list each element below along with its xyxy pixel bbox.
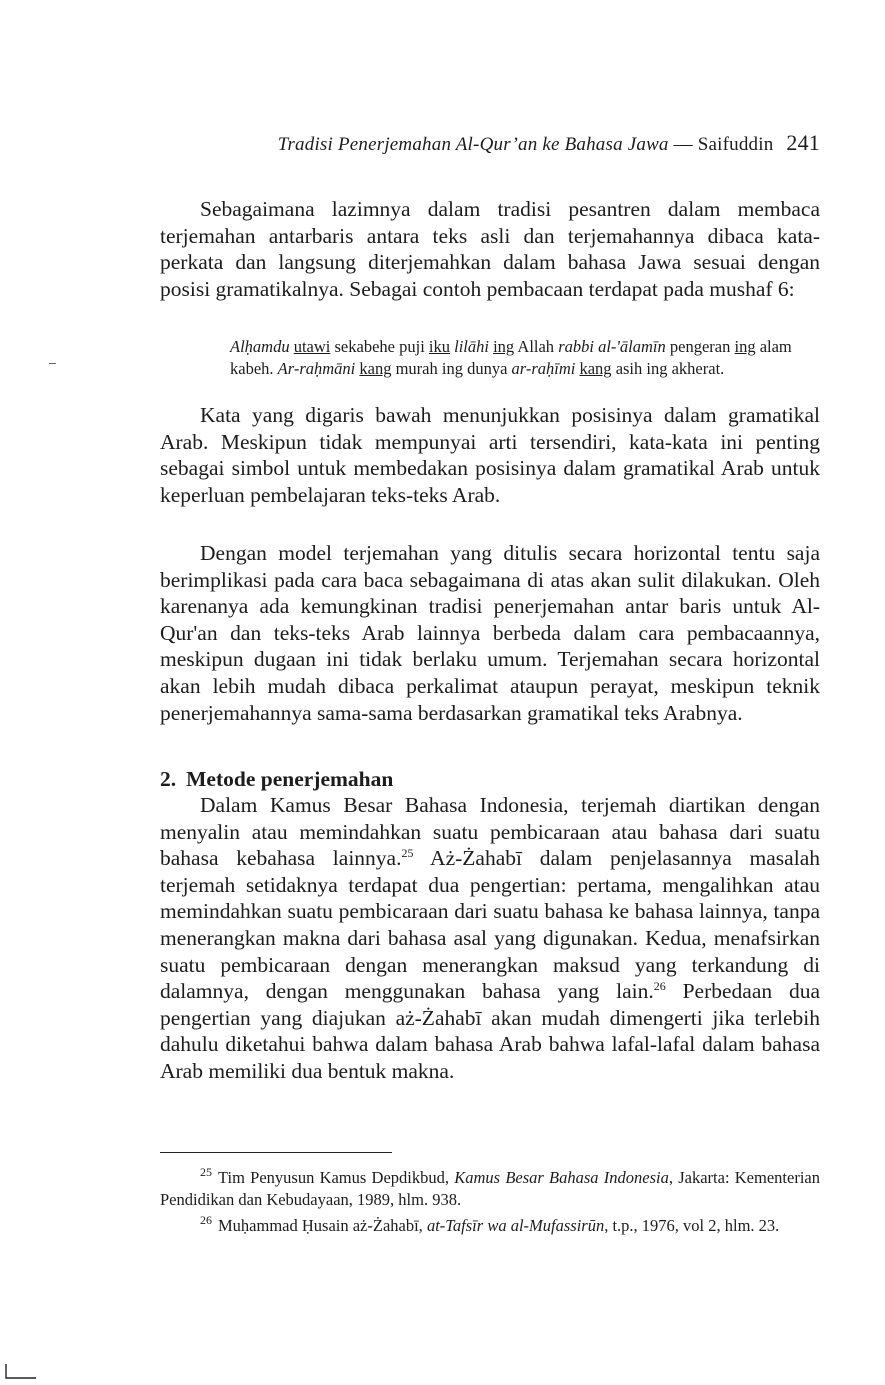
header-dash: — (673, 134, 693, 155)
quote-word: rabbi al-'ālamīn (558, 337, 666, 356)
section-number: 2. (160, 767, 177, 791)
quote-word: Allah (514, 337, 559, 356)
quote-word: alam kabeh. (230, 337, 792, 378)
footnote-ref-25[interactable]: 25 (401, 846, 414, 861)
footnote-separator (160, 1152, 392, 1153)
quote-word: Ar-raḥmāni (277, 358, 356, 378)
paragraph-2 (160, 402, 820, 508)
page-number: 241 (786, 130, 820, 155)
paragraph-4-part-a: Dalam Kamus Besar Bahasa Indonesia, terjemah diartikan dengan menyalin atau memindahkan suatu pembicaraan atau bahasa dari suatu bahasa kebahasa lainnya. (160, 793, 820, 871)
quote-underlined-word: ing (734, 337, 756, 356)
paragraph-4 (160, 792, 820, 1085)
footnote-ref-26[interactable]: 26 (653, 979, 666, 994)
quote-word: asih ing akherat. (611, 358, 725, 378)
footnote-text: , Jakarta: Kementerian Pendidikan dan Kebudayaan, 1989, hlm. 938. (160, 1168, 820, 1209)
crop-corner-mark (4, 1362, 38, 1380)
quote-word: murah ing dunya (391, 358, 512, 378)
scan-artifact-mark (49, 363, 56, 364)
quote-word: lilāhi (454, 337, 489, 356)
footnote-25 (160, 1162, 820, 1210)
header-author: Saifuddin (697, 134, 774, 155)
quote-underlined-word: kang (359, 358, 392, 378)
paragraph-2-text: Kata yang digaris bawah menunjukkan posisinya dalam gramatikal Arab. Meskipun tidak mempunyai arti tersendiri, kata-kata ini penting sebagai simbol untuk membedakan posisinya dalam gramatikal Arab untuk keperluan pembelajaran teks-teks Arab. (160, 403, 820, 507)
footnote-mark: 25 (200, 1165, 212, 1179)
paragraph-3 (160, 540, 820, 726)
quote-word: sekabehe puji (330, 337, 429, 356)
footnote-mark: 26 (200, 1213, 212, 1227)
paragraph-3-text: Dengan model terjemahan yang ditulis secara horizontal tentu saja berimplikasi pada cara baca sebagaimana di atas akan sulit dilakukan. Oleh karenanya ada kemungkinan tradisi penerjemahan antar baris untuk Al-Qur'an dan teks-teks Arab lainnya berbeda dalam cara pembacaannya, meskipun dugaan ini tidak berlaku umum. Terjemahan secara horizontal akan lebih mudah dibaca perkalimat ataupun perayat, meskipun teknik penerjemahannya sama-sama berdasarkan gramatikal teks Arabnya. (160, 541, 820, 725)
quote-word: ar-raḥīmi (511, 358, 576, 378)
footnote-26 (160, 1210, 820, 1237)
paragraph-4-part-c: Perbedaan dua pengertian yang diajukan aż-Żahabī akan mudah dimengerti jika terlebih dahulu diketahui bahwa dalam bahasa Arab bahwa lafal-lafal dalam bahasa Arab memiliki dua bentuk makna. (160, 979, 820, 1083)
section-title: Metode penerjemahan (186, 767, 394, 791)
running-title: Tradisi Penerjemahan Al-Qur’an ke Bahasa Jawa (277, 134, 669, 155)
footnote-title: Kamus Besar Bahasa Indonesia (454, 1168, 669, 1187)
paragraph-4-text (160, 792, 820, 1085)
quote-underlined-word: ing (493, 337, 515, 356)
footnote-text: Tim Penyusun Kamus Depdikbud, (218, 1168, 455, 1187)
footnote-text: Muḥammad Ḥusain aż-Żahabī, (218, 1216, 427, 1235)
paragraph-1 (160, 196, 820, 302)
footnote-title: at-Tafsīr wa al-Mufassirūn (426, 1216, 605, 1235)
quote-underlined-word: iku (428, 337, 450, 356)
quote-underlined-word: kang (579, 358, 612, 378)
quote-word: pengeran (669, 337, 735, 356)
paragraph-1-text: Sebagaimana lazimnya dalam tradisi pesantren dalam membaca terjemahan antarbaris antara teks asli dan terjemahannya dibaca kata-perkata dan langsung diterjemahkan dalam bahasa Jawa sesuai dengan posisi gramatikalnya. Sebagai contoh pembacaan terdapat pada mushaf 6: (160, 197, 820, 301)
quote-text (230, 336, 820, 379)
quote-word: Alḥamdu (230, 337, 290, 356)
running-header (160, 130, 820, 156)
quote-underlined-word: utawi (293, 337, 331, 356)
mushaf-example-quote (192, 336, 820, 379)
section-heading (160, 767, 393, 792)
footnote-text: , t.p., 1976, vol 2, hlm. 23. (604, 1216, 780, 1235)
footnotes (160, 1162, 820, 1237)
paragraph-4-part-b: Aż-Żahabī dalam penjelasannya masalah terjemah setidaknya terdapat dua pengertian: pertama, mengalihkan atau memindahkan suatu pembicaraan dari suatu bahasa ke bahasa lainnya, tanpa menerangkan makna dari bahasa asal yang digunakan. Kedua, menafsirkan suatu pembicaraan dengan menerangkan maksud yang terkandung di dalamnya, dengan menggunakan bahasa yang lain. (160, 846, 820, 1004)
